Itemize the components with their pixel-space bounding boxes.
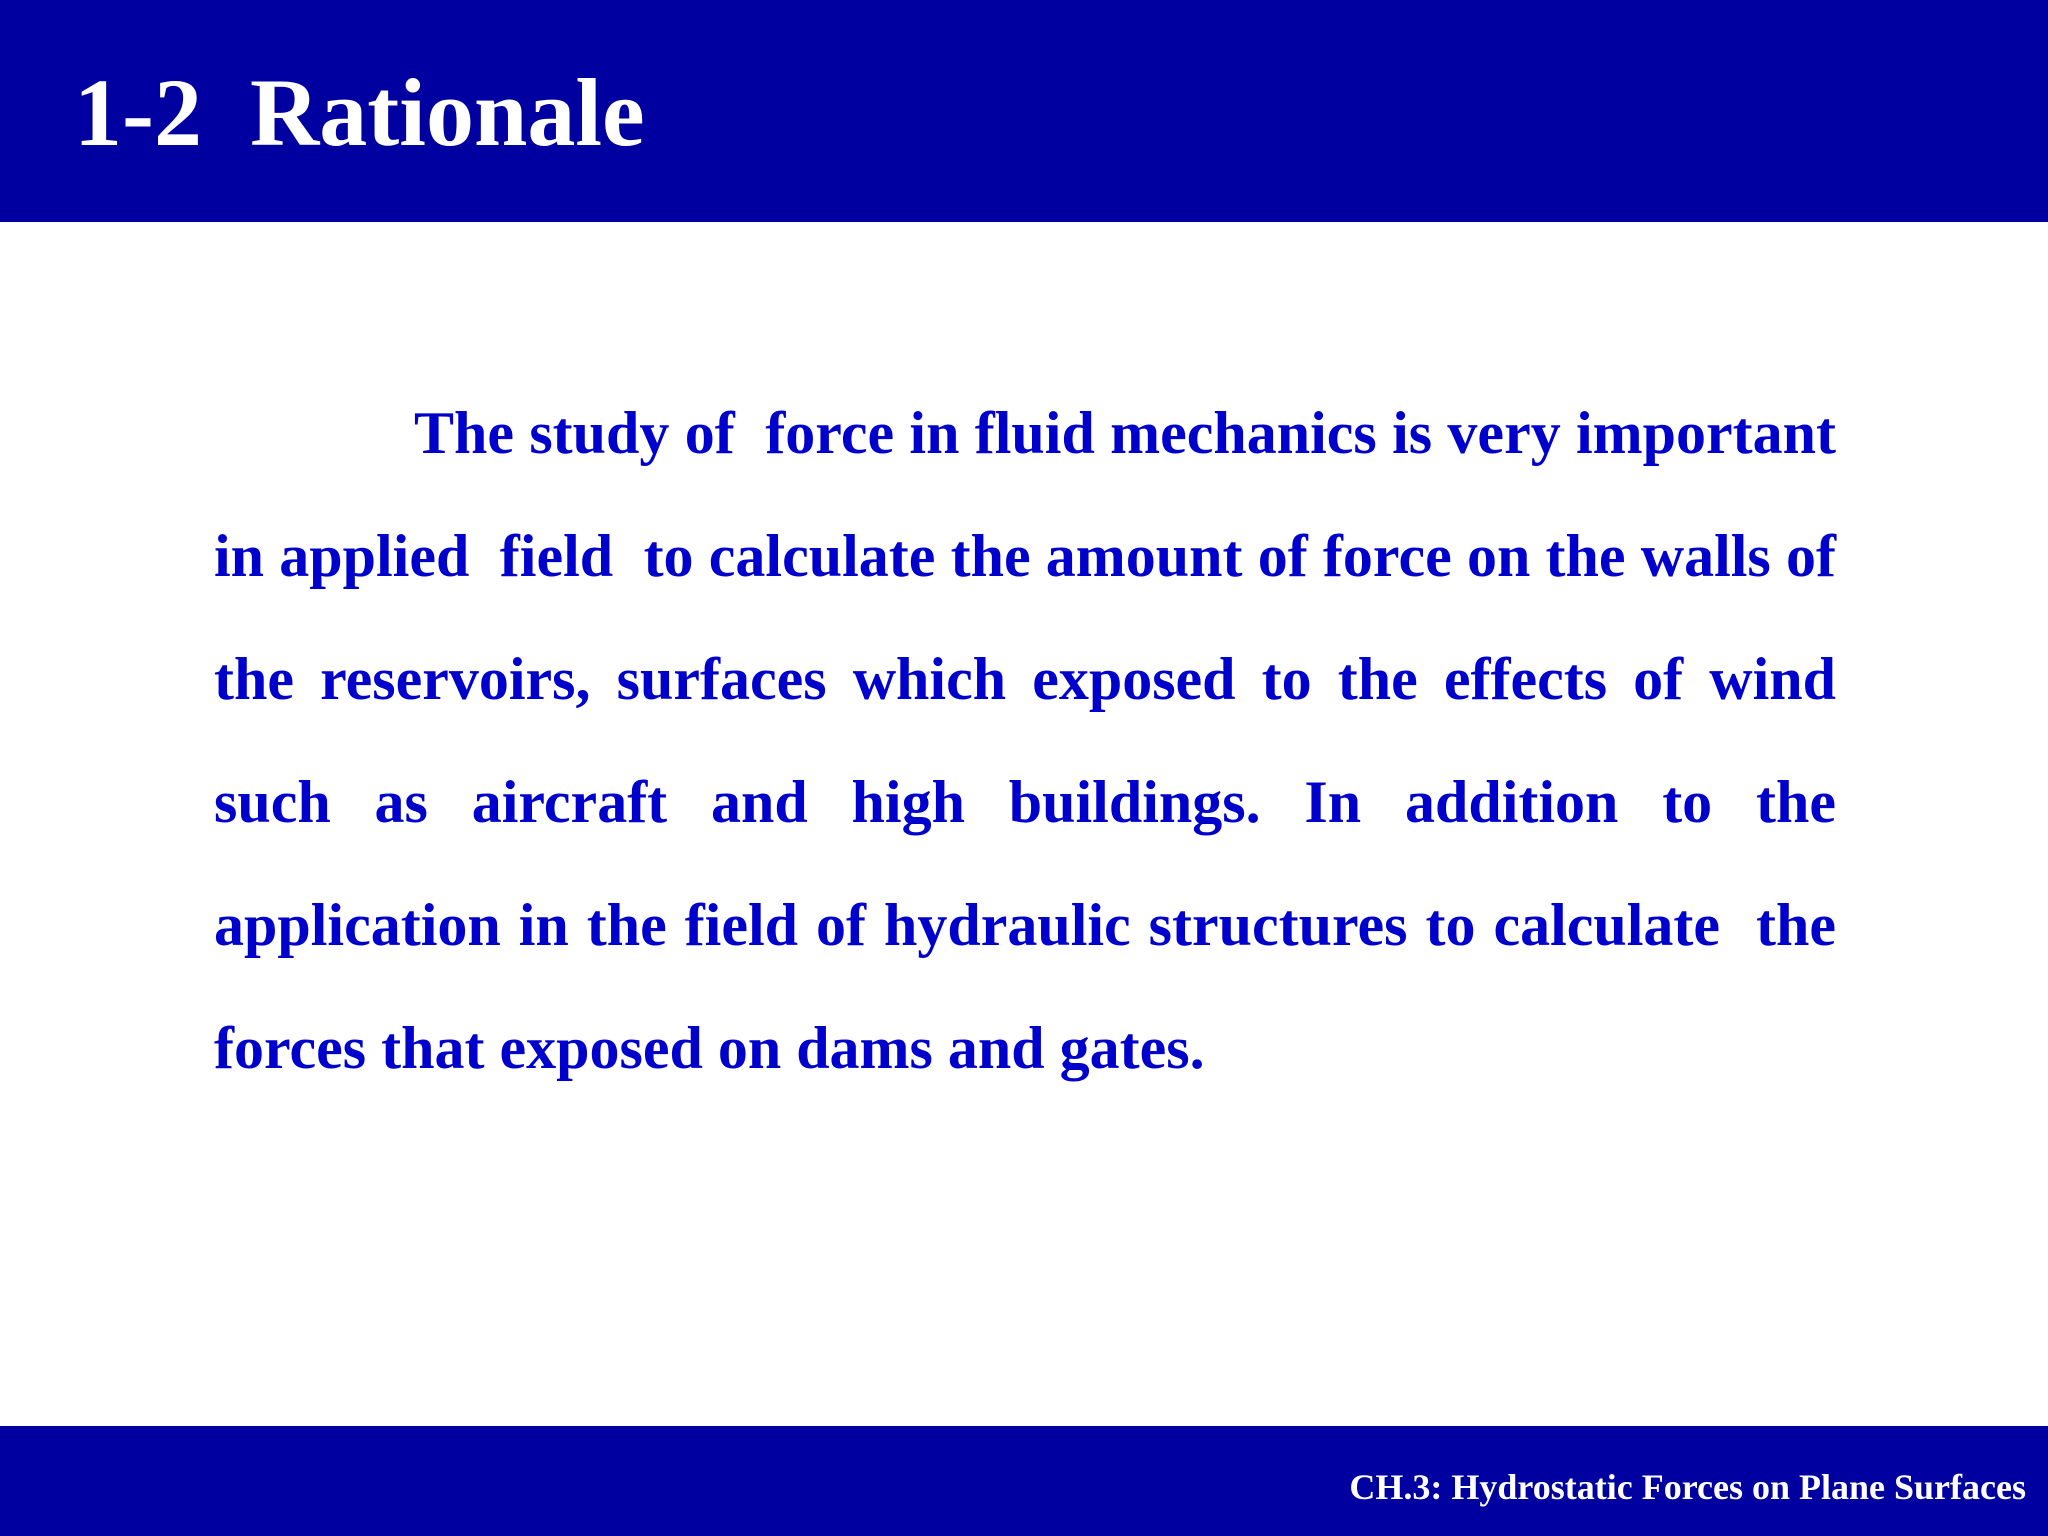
slide-title: 1-2 Rationale bbox=[74, 59, 645, 166]
footer-chapter-label: CH.3: Hydrostatic Forces on Plane Surfaces bbox=[1349, 1467, 2026, 1507]
body-paragraph: The study of force in fluid mechanics is very important in applied field to calculate the amount of force on the walls of the reservoirs, surfaces which exposed to the effects of wind such as aircraft and high buildings. In addition to the application in the field of hydraulic structures to calculate the forces that exposed on dams and gates. bbox=[214, 400, 1851, 1081]
